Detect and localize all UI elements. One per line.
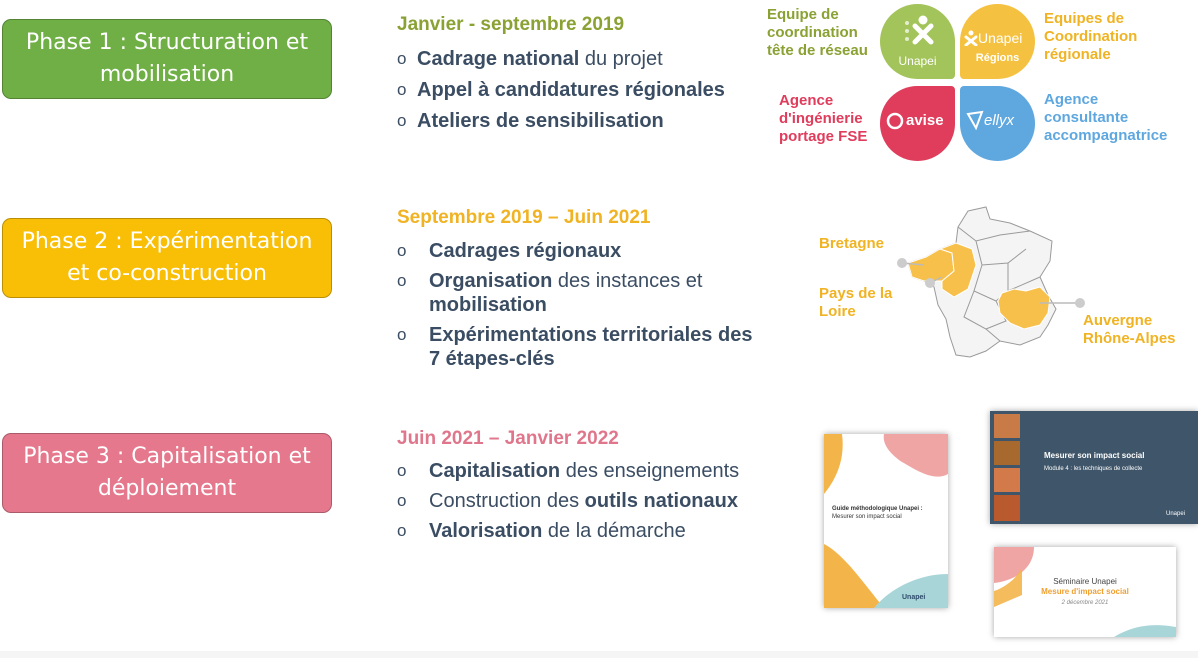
phase-2-list bbox=[397, 239, 767, 377]
item-text: des instances et bbox=[552, 270, 703, 292]
slide-photo bbox=[994, 468, 1020, 492]
bullet-icon: o bbox=[397, 271, 407, 290]
unapei-figure-icon bbox=[964, 30, 978, 46]
partner-label-regional: Equipes de Coordination régionale bbox=[1044, 10, 1138, 63]
partner-logo-unapei: Unapei bbox=[898, 54, 937, 68]
partner-label-ellyx: Agence consultante accompagnatrice bbox=[1044, 91, 1168, 144]
item-bold: outils nationaux bbox=[584, 490, 738, 512]
phase-3-date: Juin 2021 – Janvier 2022 bbox=[397, 428, 619, 449]
item-bold-2: mobilisation bbox=[429, 294, 547, 316]
partner-petal-unapei bbox=[880, 4, 955, 79]
item-bold: Cadrage national bbox=[417, 48, 580, 70]
phase-2-label: Phase 2 : Expérimentation et co-construction bbox=[21, 229, 313, 286]
item-bold: Organisation bbox=[429, 270, 553, 292]
partner-logo-regions-sub: Régions bbox=[975, 52, 1020, 64]
list-item bbox=[397, 78, 767, 109]
seminar-line-1: Séminaire Unapei bbox=[1053, 577, 1117, 586]
phase-2-date: Septembre 2019 – Juin 2021 bbox=[397, 207, 651, 228]
seminar-date: 2 décembre 2021 bbox=[1061, 600, 1109, 606]
bullet-icon: o bbox=[397, 461, 407, 480]
item-bold: Capitalisation bbox=[429, 460, 561, 482]
list-item bbox=[397, 239, 767, 269]
france-map bbox=[890, 205, 1090, 365]
list-item bbox=[397, 459, 767, 489]
item-bold: Appel à candidatures régionales bbox=[417, 79, 725, 101]
map-pin bbox=[925, 278, 935, 288]
map-label-auvergne-rhone-alpes: Auvergne Rhône-Alpes bbox=[1083, 312, 1176, 347]
guide-logo: Unapei bbox=[902, 594, 926, 601]
partner-label-coordination: Equipe de coordination tête de réseau bbox=[767, 6, 868, 59]
partner-petal-avise bbox=[880, 86, 955, 161]
seminar-line-2: Mesure d'impact social bbox=[1041, 587, 1129, 596]
bullet-icon: o bbox=[397, 111, 407, 130]
list-item bbox=[397, 109, 767, 140]
item-text: Construction des bbox=[429, 490, 585, 512]
phase-3-label: Phase 3 : Capitalisation et déploiement bbox=[23, 444, 311, 501]
list-item bbox=[397, 47, 767, 78]
phase-1-list bbox=[397, 47, 767, 140]
partner-logo-unapei-regions: Unapei bbox=[978, 30, 1023, 46]
phase-2-box bbox=[2, 218, 332, 298]
item-text: des enseignements bbox=[560, 460, 740, 482]
partner-label-avise: Agence d'ingénierie portage FSE bbox=[779, 92, 868, 145]
bullet-icon: o bbox=[397, 49, 407, 68]
list-item bbox=[397, 323, 767, 377]
phase-1-label: Phase 1 : Structuration et mobilisation bbox=[25, 30, 309, 87]
item-bold: Valorisation bbox=[429, 520, 543, 542]
slide-photo bbox=[994, 495, 1020, 521]
phase-1-box bbox=[2, 19, 332, 99]
map-label-pays-de-la-loire: Pays de la Loire bbox=[819, 285, 893, 320]
phase-3-box bbox=[2, 433, 332, 513]
guide-subtitle: Mesurer son impact social bbox=[832, 514, 902, 520]
item-text: de la démarche bbox=[542, 520, 686, 542]
bottom-strip bbox=[0, 651, 1198, 658]
guide-title: Guide méthodologique Unapei : bbox=[832, 506, 923, 512]
slide-photo bbox=[994, 441, 1020, 465]
partner-logo-avise: avise bbox=[906, 112, 944, 129]
bullet-icon: o bbox=[397, 325, 407, 344]
partner-petal-ellyx bbox=[960, 86, 1035, 161]
slide-subtitle: Module 4 : les techniques de collecte bbox=[1044, 466, 1143, 472]
unapei-figure-icon bbox=[902, 14, 934, 46]
slide-title: Mesurer son impact social bbox=[1044, 451, 1145, 460]
bullet-icon: o bbox=[397, 241, 407, 260]
item-bold: Ateliers de sensibilisation bbox=[417, 110, 664, 132]
slide-logo: Unapei bbox=[1166, 511, 1186, 517]
slide-photo bbox=[994, 414, 1020, 438]
guide-document-thumbnail bbox=[824, 434, 948, 608]
list-item bbox=[397, 519, 767, 549]
phase-3-list bbox=[397, 459, 767, 549]
item-bold: Cadrages régionaux bbox=[429, 240, 622, 262]
bullet-icon: o bbox=[397, 521, 407, 540]
map-pin bbox=[1075, 298, 1085, 308]
avise-circle-icon bbox=[886, 112, 904, 130]
partner-logo-ellyx: ellyx bbox=[984, 112, 1015, 129]
item-text: du projet bbox=[579, 48, 663, 70]
partner-petal-unapei-regions bbox=[960, 4, 1035, 79]
map-label-bretagne: Bretagne bbox=[819, 235, 885, 252]
phase-1-date: Janvier - septembre 2019 bbox=[397, 14, 625, 35]
ellyx-mark-icon bbox=[966, 110, 984, 130]
seminar-thumbnail bbox=[994, 547, 1176, 637]
list-item bbox=[397, 489, 767, 519]
slide-thumbnail bbox=[990, 411, 1198, 524]
item-bold: Expérimentations territoriales des 7 étapes-clés bbox=[429, 324, 753, 370]
list-item bbox=[397, 269, 767, 323]
bullet-icon: o bbox=[397, 80, 407, 99]
map-pin bbox=[897, 258, 907, 268]
bullet-icon: o bbox=[397, 491, 407, 510]
